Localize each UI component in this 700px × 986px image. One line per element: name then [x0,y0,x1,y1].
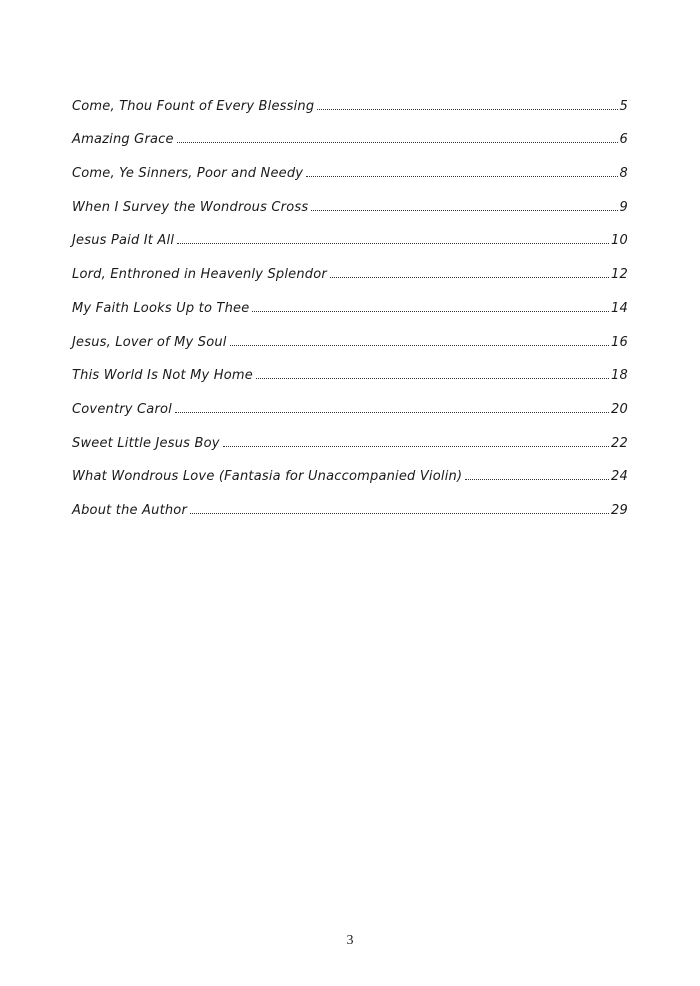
dot-leader [190,513,609,514]
dot-leader [311,210,617,211]
toc-entry-title: This World Is Not My Home [72,368,253,384]
toc-entry-page: 24 [611,469,628,485]
dot-leader [317,109,617,110]
dot-leader [252,311,609,312]
toc-entry-page: 9 [619,199,628,215]
toc-entry-coventry-carol[interactable] [72,383,628,417]
toc-entry-about-the-author[interactable] [72,484,628,518]
toc-entry-page: 6 [619,132,628,148]
toc-entry-amazing-grace[interactable] [72,114,628,148]
toc-entry-title: Come, Thou Fount of Every Blessing [72,98,315,114]
toc-entry-come-ye-sinners[interactable] [72,147,628,181]
toc-entry-page: 14 [611,300,628,316]
toc-entry-this-world-is-not-my-home[interactable] [72,350,628,384]
dot-leader [465,479,609,480]
dot-leader [330,277,609,278]
toc-entry-come-thou-fount[interactable] [72,80,628,114]
toc-entry-jesus-lover-of-my-soul[interactable] [72,316,628,350]
toc-entry-when-i-survey[interactable] [72,181,628,215]
toc-entry-sweet-little-jesus-boy[interactable] [72,417,628,451]
page-number: 3 [346,933,354,948]
toc-entry-title: About the Author [72,502,188,518]
toc-entry-page: 8 [619,166,628,182]
toc-entry-page: 16 [611,334,628,350]
toc-entry-page: 22 [611,435,628,451]
dot-leader [230,345,609,346]
toc-entry-page: 5 [619,98,628,114]
dot-leader [256,378,609,379]
toc-entry-title: When I Survey the Wondrous Cross [72,199,309,215]
toc-entry-page: 18 [611,368,628,384]
table-of-contents [72,80,628,518]
toc-entry-title: Lord, Enthroned in Heavenly Splendor [72,267,327,283]
toc-entry-title: Come, Ye Sinners, Poor and Needy [72,166,304,182]
toc-entry-my-faith-looks-up[interactable] [72,282,628,316]
toc-entry-what-wondrous-love[interactable] [72,451,628,485]
toc-entry-title: Amazing Grace [72,132,174,148]
dot-leader [175,412,609,413]
toc-entry-page: 12 [611,267,628,283]
toc-entry-jesus-paid-it-all[interactable] [72,215,628,249]
toc-entry-title: Jesus Paid It All [72,233,175,249]
toc-entry-lord-enthroned[interactable] [72,248,628,282]
toc-entry-title: Jesus, Lover of My Soul [72,334,227,350]
toc-entry-title: Coventry Carol [72,401,172,417]
toc-entry-title: Sweet Little Jesus Boy [72,435,220,451]
toc-entry-title: What Wondrous Love (Fantasia for Unaccompanied Violin) [72,469,463,485]
toc-entry-page: 20 [611,401,628,417]
dot-leader [223,446,609,447]
dot-leader [306,176,617,177]
dot-leader [177,243,609,244]
dot-leader [177,142,618,143]
toc-entry-page: 29 [611,502,628,518]
toc-entry-page: 10 [611,233,628,249]
toc-entry-title: My Faith Looks Up to Thee [72,300,250,316]
